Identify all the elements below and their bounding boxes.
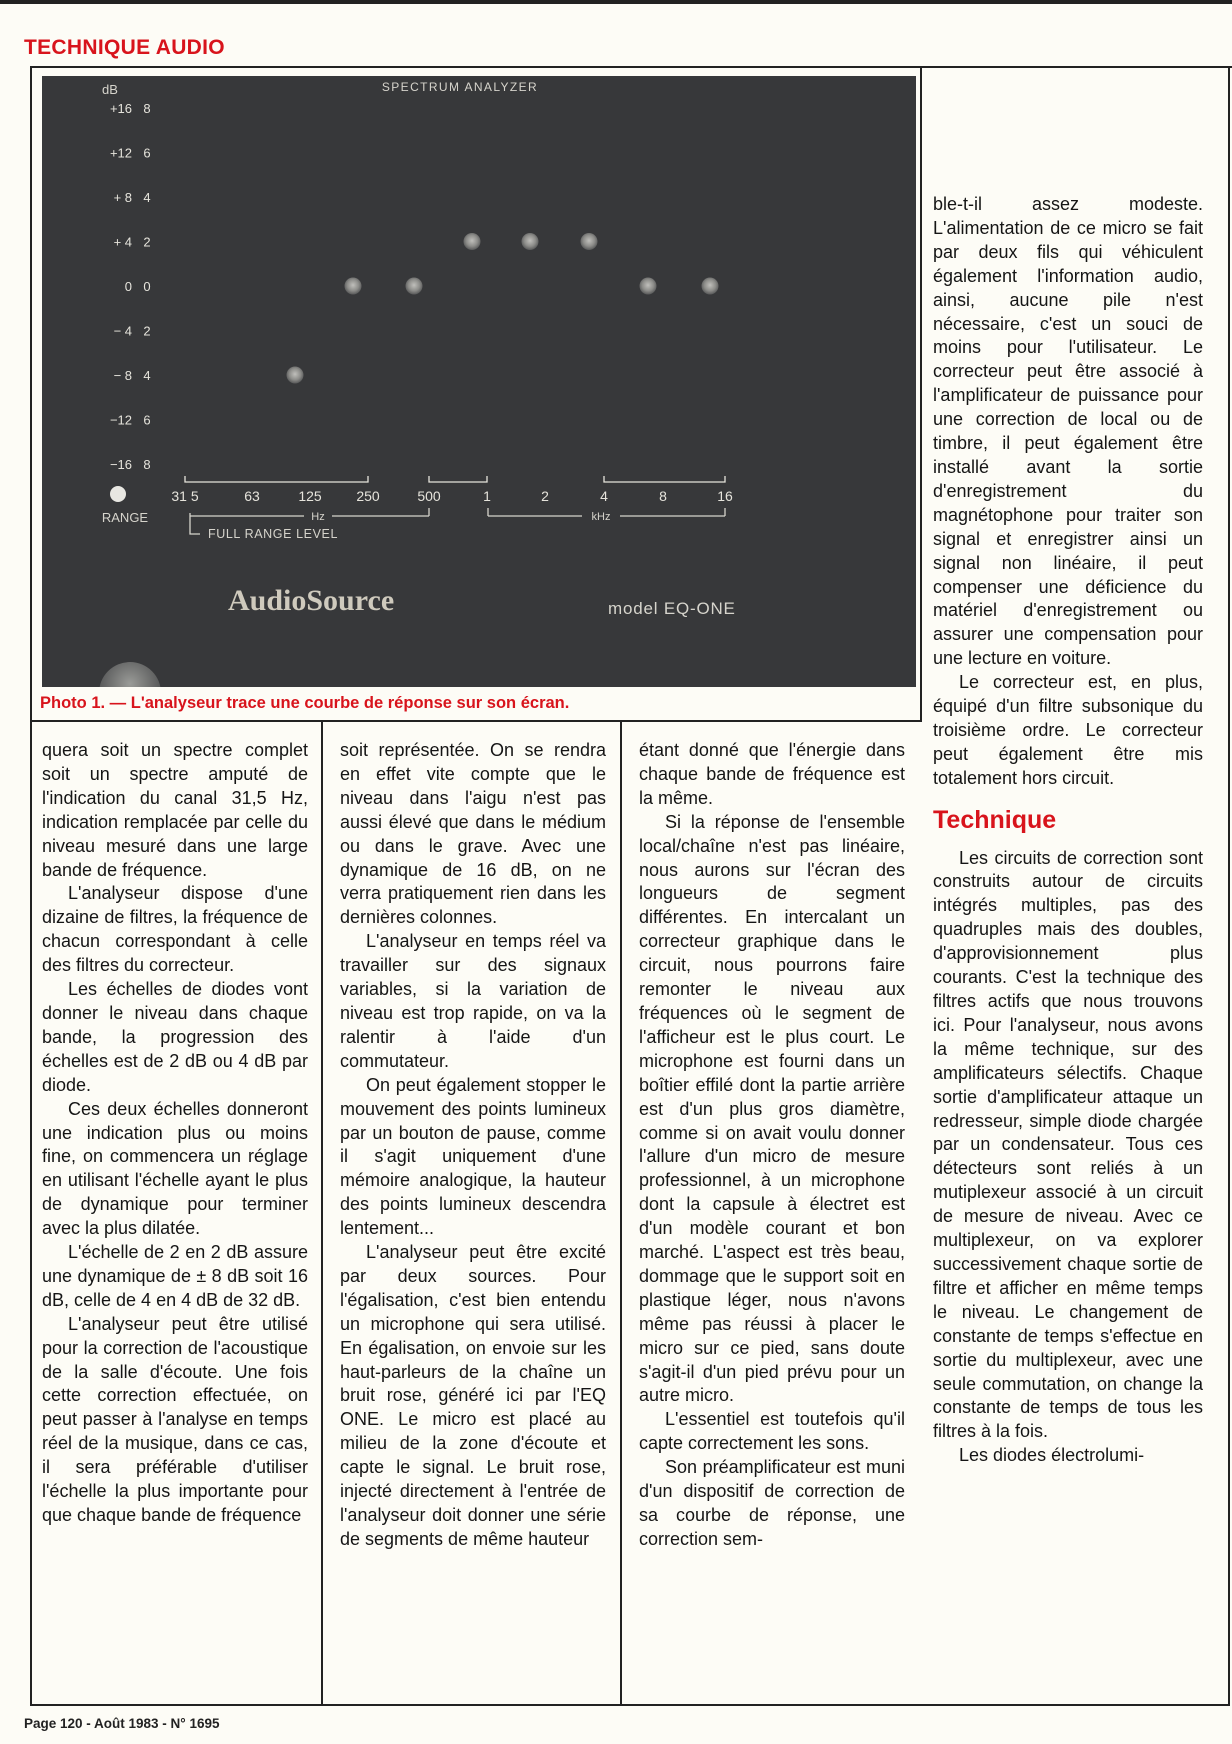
spectrum-analyzer-photo <box>42 76 916 687</box>
scale-label-4db: − 4 <box>113 323 132 339</box>
scale-label-4db: − 8 <box>113 368 132 383</box>
paragraph: Les circuits de correction sont construits autour de circuits intégrés multiples, pas des quadruples mais des doubles, d'approvisionnement plus courants. C'est la technique des filtres actifs que nous trouvons ici. Pour l'analyseur, nous avons la même technique, sur des amplificateurs sélectifs. Chaque sortie d'amplificateur attaque un redresseur, simple diode chargée par un condensateur. Tous ces détecteurs sont reliés à un mutiplexeur associé à un circuit de mesure de niveau. Avec ce multiplexeur, on va explorer successivement chaque sortie de filtre et afficher en même temps le niveau. Le changement de constante de temps s'effectue en sortie du multiplexeur, avec une seule commutation, on change la constante de temps de tous les filtres à la fois. <box>933 847 1203 1442</box>
power-knob <box>99 662 161 687</box>
frame-photo-bottom <box>30 720 922 722</box>
frame-left <box>30 66 32 1706</box>
led-point <box>581 233 598 250</box>
paragraph: L'analyseur en temps réel va travailler sur des signaux variables, si la variation de niveau est trop rapide, on va la ralentir à l'aide d'un commutateur. <box>340 931 606 1071</box>
scale-label-4db: + 4 <box>113 234 132 250</box>
paragraph: étant donné que l'énergie dans chaque bande de fréquence est la même. <box>639 740 905 808</box>
paragraph: L'analyseur peut être excité par deux sources. Pour l'égalisation, c'est bien entendu un microphone qui sera utilisé. En égalisation, on envoie sur les haut-parleurs de la chaîne un bruit rose, généré ici par l'EQ ONE. Le micro est placé au milieu de la zone d'écoute et capte le signal. Le bruit rose, injecté directement à l'entrée de l'analyseur doit donner une série de segments de même hauteur <box>340 1242 606 1549</box>
column-rule-1 <box>321 722 323 1706</box>
scale-label-2db: 4 <box>143 190 151 205</box>
scale-label-4db: +16 <box>109 101 132 116</box>
band-label: 31 5 <box>171 488 199 504</box>
band-label: 4 <box>600 488 608 504</box>
scale-label-2db: 2 <box>143 323 151 339</box>
range-led <box>110 486 126 502</box>
paragraph: Le correcteur est, en plus, équipé d'un filtre subsonique du troisième ordre. Le correcteur peut également être mis totalement hors circuit. <box>933 672 1203 788</box>
band-label: 1 <box>483 488 491 504</box>
band-label: 500 <box>417 488 441 504</box>
article-column-3 <box>639 739 905 1552</box>
led-point <box>640 278 657 295</box>
article-column-1 <box>42 739 308 1528</box>
frame-bottom <box>30 1704 1230 1706</box>
db-scale <box>110 101 151 472</box>
band-brackets <box>185 476 725 482</box>
band-bracket <box>604 476 725 482</box>
paragraph: L'analyseur dispose d'une dizaine de filtres, la fréquence de chacun correspondant à celle des filtres du correcteur. <box>42 883 308 976</box>
band-label: 250 <box>356 488 380 504</box>
page-footer: Page 120 - Août 1983 - N° 1695 <box>24 1716 220 1731</box>
paragraph: L'essentiel est toutefois qu'il capte correctement les sons. <box>639 1409 905 1454</box>
band-label: 2 <box>541 488 549 504</box>
paragraph: L'analyseur peut être utilisé pour la correction de l'acoustique de la salle d'écoute. Une fois cette correction effectuée, on peut passer à l'analyse en temps réel de la musique, dans ce cas, il sera préférable d'utiliser l'échelle la plus importante pour que chaque bande de fréquence <box>42 1313 308 1525</box>
band-bracket <box>429 476 487 482</box>
scale-label-4db: 0 <box>124 279 132 294</box>
led-point <box>464 233 481 250</box>
scale-label-2db: 4 <box>143 368 151 383</box>
led-point <box>522 233 539 250</box>
scale-label-2db: 8 <box>143 457 151 472</box>
article-column-2 <box>340 739 606 1552</box>
scale-label-2db: 6 <box>143 412 151 428</box>
band-label: 16 <box>717 488 733 504</box>
band-label: 8 <box>659 488 667 504</box>
range-label: RANGE <box>101 510 149 525</box>
frame-top <box>30 66 1232 68</box>
paragraph: Les diodes électrolumi- <box>959 1445 1145 1466</box>
led-points <box>287 233 719 384</box>
section-label: TECHNIQUE AUDIO <box>24 36 225 59</box>
frame-photo-right <box>920 66 922 720</box>
paragraph: Ces deux échelles donneront une indication plus ou moins fine, on commencera un réglage en utilisant l'échelle ayant le plus de dynamique pour terminer avec la plus dilatée. <box>42 1098 308 1239</box>
scale-label-2db: 6 <box>143 145 151 161</box>
band-label: 63 <box>244 488 260 504</box>
led-point <box>406 278 423 295</box>
column-rule-2 <box>620 722 622 1706</box>
scale-label-2db: 8 <box>143 101 151 116</box>
scale-label-4db: +12 <box>109 145 132 161</box>
led-point <box>345 278 362 295</box>
led-point <box>702 278 719 295</box>
paragraph: L'échelle de 2 en 2 dB assure une dynamique de ± 8 dB soit 16 dB, celle de 4 en 4 dB de 32 dB. <box>42 1242 308 1310</box>
scale-label-4db: −16 <box>109 457 132 472</box>
paragraph: Son préamplificateur est muni d'un dispositif de correction de sa courbe de réponse, une correction sem- <box>639 1457 905 1549</box>
khz-label: kHz <box>591 511 611 523</box>
analyzer-panel-svg <box>42 76 916 687</box>
paragraph: Si la réponse de l'ensemble local/chaîne n'est pas linéaire, nous aurons sur l'écran des longueurs de segment différentes. En intercalant un correcteur graphique dans le circuit, nous pourrons faire remonter le niveau aux fréquences où le segment de l'afficheur est le plus court. Le microphone est fourni dans un boîtier effilé dont la partie arrière est d'un plus gros diamètre, comme si on avait voulu donner l'allure d'un micro de mesure professionnel, à un microphone dont la capsule à électret est d'un modèle courant et bon marché. L'aspect est très beau, dommage que le support soit en plastique léger, nous n'avons même pas réussi à placer le micro sur ce pied, sans doute s'agit-il d'un pied prévu pour un autre micro. <box>639 811 905 1406</box>
paragraph: soit représentée. On se rendra en effet vite compte que le niveau dans l'aigu n'est pas aussi élevé que dans le médium ou dans le grave. Avec une dynamique de 16 dB, on ne verra pratiquement rien dans les dernières colonnes. <box>340 740 606 928</box>
top-rule <box>0 0 1232 4</box>
frame-right <box>1228 66 1230 1706</box>
photo-caption: Photo 1. — L'analyseur trace une courbe de réponse sur son écran. <box>40 694 570 712</box>
band-labels <box>171 488 733 504</box>
scale-label-4db: + 8 <box>113 190 132 205</box>
paragraph: Les échelles de diodes vont donner le niveau dans chaque bande, la progression des échelles est de 2 dB ou 4 dB par diode. <box>42 979 308 1095</box>
band-label: 125 <box>298 488 322 504</box>
brand-logo: AudioSource <box>228 584 395 617</box>
scale-label-4db: −12 <box>109 412 132 428</box>
paragraph: ble-t-il assez modeste. L'alimentation de ce micro se fait par deux fils qui véhiculent également l'information audio, ainsi, aucune pile n'est nécessaire, c'est un souci de moins pour l'utilisateur. Le correcteur peut être associé à l'amplificateur de puissance pour une correction de local ou de timbre, il peut également être installé avant la sortie d'enregistrement du magnétophone pour traiter son signal et enregistrer ainsi un signal non linéaire, il peut compenser une déficience du matériel d'enregistrement ou assurer une compensation pour une lecture en voiture. <box>933 194 1203 669</box>
led-point <box>287 367 304 384</box>
paragraph: On peut également stopper le mouvement des points lumineux par un bouton de pause, comme il s'agit uniquement d'une mémoire analogique, la hauteur des points lumineux descendra lentement... <box>340 1074 606 1239</box>
panel-title: SPECTRUM ANALYZER <box>381 80 539 94</box>
model-label: model EQ-ONE <box>608 599 736 618</box>
band-bracket <box>185 476 368 482</box>
section-heading: Technique <box>933 805 1057 834</box>
scale-label-2db: 0 <box>143 279 151 294</box>
full-range-label: FULL RANGE LEVEL <box>208 527 339 541</box>
db-label: dB <box>102 82 118 97</box>
scale-label-2db: 2 <box>143 234 151 250</box>
article-column-4 <box>933 193 1203 1468</box>
paragraph: quera soit un spectre complet soit un spectre amputé de l'indication du canal 31,5 Hz, indication remplacée par celle du niveau mesuré dans une large bande de fréquence. <box>42 740 308 880</box>
hz-label: Hz <box>311 511 325 523</box>
